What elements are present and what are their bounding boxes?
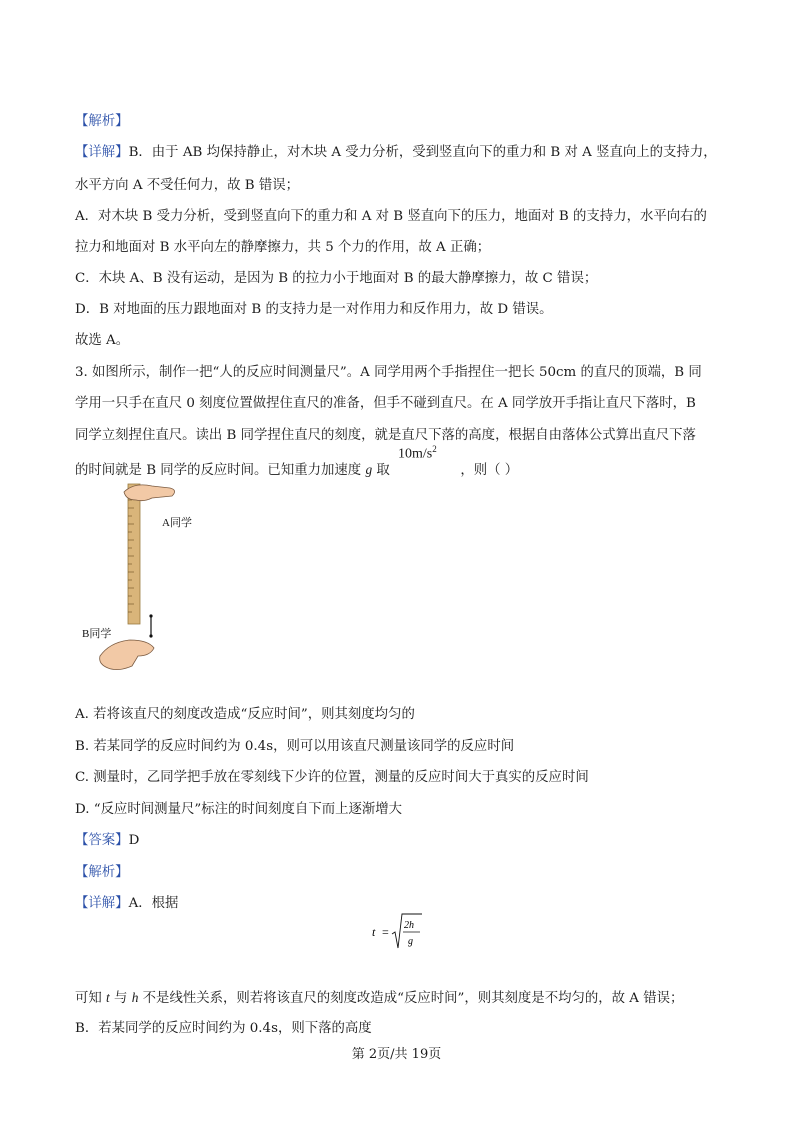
detail-line-2: 水平方向 A 不受任何力，故 B 错误； bbox=[75, 178, 300, 193]
detail-line-answer: 【详解】A．根据 bbox=[75, 896, 179, 911]
label-b: B同学 bbox=[82, 628, 112, 640]
svg-text:=: = bbox=[382, 925, 389, 939]
answer-line bbox=[75, 832, 139, 850]
question3-line-3: 同学立刻捏住直尺。读出 B 同学捏住直尺的刻度，就是直尺下落的高度，根据自由落体公式算出直尺下落 bbox=[75, 428, 696, 443]
ruler bbox=[128, 484, 140, 624]
g-symbol: g bbox=[365, 462, 373, 477]
question3-line-4: 的时间就是 B 同学的反应时间。已知重力加速度 g 取 ，则（ ） bbox=[75, 462, 519, 478]
svg-text:g: g bbox=[408, 936, 413, 947]
hand-a-icon bbox=[124, 485, 175, 501]
answer-value: D bbox=[128, 833, 140, 848]
symbol-h: h bbox=[131, 990, 139, 1005]
question3-line-2: 学用一只手在直尺 0 刻度位置做捏住直尺的准备，但手不碰到直尺。在 A 同学放开手指让直尺下落时，B bbox=[75, 396, 696, 411]
ruler-figure bbox=[78, 480, 218, 680]
detail-line-5: C．木块 A、B 没有运动，是因为 B 的拉力小于地面对 B 的最大静摩擦力，故 C 错误； bbox=[75, 271, 598, 286]
option-d: D. “反应时间测量尺”标注的时间刻度自下而上逐渐增大 bbox=[75, 802, 403, 817]
svg-text:t: t bbox=[372, 925, 376, 939]
page-footer: 第 2页/共 19页 bbox=[351, 1047, 442, 1062]
detail-line-6: D．B 对地面的压力跟地面对 B 的支持力是一对作用力和反作用力，故 D 错误。 bbox=[75, 302, 553, 317]
detail-line-3: A．对木块 B 受力分析，受到竖直向下的重力和 A 对 B 竖直向下的压力，地面对 B 的支持力，水平向右的 bbox=[75, 209, 707, 224]
svg-text:2h: 2h bbox=[404, 920, 414, 931]
answer-tag: 【答案】 bbox=[75, 833, 129, 848]
after-formula-line-1: 可知 t 与 h 不是线性关系，则若将该直尺的刻度改造成“反应时间”，则其刻度是不均匀的，故 A 错误； bbox=[75, 990, 684, 1006]
detail-line-1: 【详解】B．由于 AB 均保持静止，对木块 A 受力分析，受到竖直向下的重力和 B 对 A 竖直向上的支持力， bbox=[75, 145, 717, 160]
formula-reaction-time bbox=[370, 908, 430, 956]
symbol-t: t bbox=[106, 990, 110, 1005]
detail-tag-1: 【详解】 bbox=[75, 145, 129, 160]
option-a: A. 若将该直尺的刻度改造成“反应时间”，则其刻度均匀的 bbox=[75, 707, 415, 722]
detail-tag-2: 【详解】 bbox=[75, 896, 129, 911]
g-value: $10m/s^2$ bbox=[398, 444, 437, 462]
detail-line-7: 故选 A。 bbox=[75, 333, 130, 348]
option-b: B. 若某同学的反应时间约为 0.4s，则可以用该直尺测量该同学的反应时间 bbox=[75, 739, 515, 754]
option-c: C. 测量时，乙同学把手放在零刻线下少许的位置，测量的反应时间大于真实的反应时间 bbox=[75, 770, 589, 785]
after-formula-line-2: B．若某同学的反应时间约为 0.4s，则下落的高度 bbox=[75, 1021, 372, 1036]
label-a: A同学 bbox=[162, 517, 192, 529]
analysis-tag-1: 【解析】 bbox=[75, 114, 129, 129]
analysis-tag-2: 【解析】 bbox=[75, 865, 129, 880]
detail-line-4: 拉力和地面对 B 水平向左的静摩擦力，共 5 个力的作用，故 A 正确； bbox=[75, 240, 491, 255]
hand-b-icon bbox=[100, 640, 154, 670]
question3-line-1: 3. 如图所示，制作一把“人的反应时间测量尺”。A 同学用两个手指捏住一把长 50cm 的直尺的顶端，B 同 bbox=[75, 365, 702, 380]
